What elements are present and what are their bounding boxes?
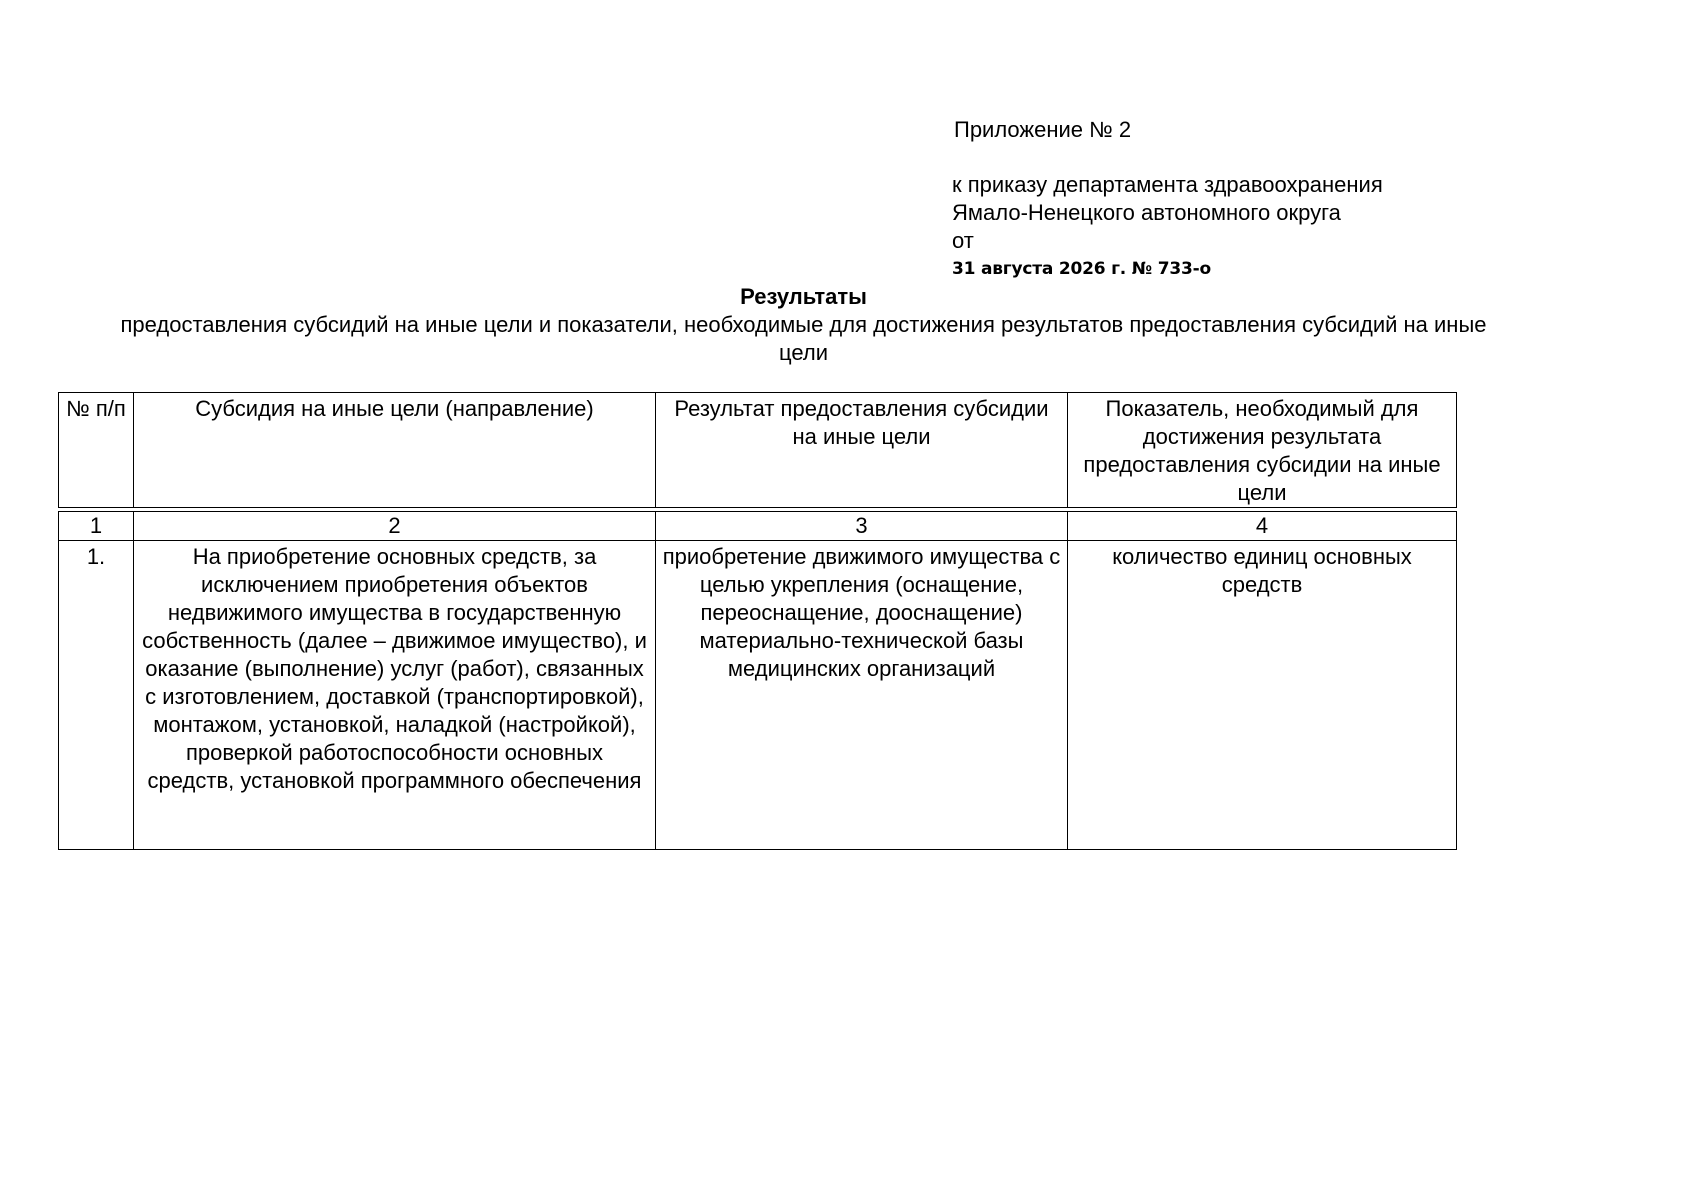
appendix-header [952,116,1383,283]
order-line-1: к приказу департамента здравоохранения [952,172,1383,197]
column-number-4: 4 [1068,512,1457,541]
document-title: Результаты [740,284,867,309]
date-prefix: от [952,228,974,253]
row-number: 1. [59,541,134,850]
column-number-3: 3 [656,512,1068,541]
order-reference [952,171,1383,283]
results-table [58,392,1457,850]
column-number-2: 2 [134,512,656,541]
row-subsidy: На приобретение основных средств, за исключением приобретения объектов недвижимого имущества в государственную собственность (далее – движимое имущество), и оказание (выполнение) услуг (работ), связанных с изготовлением, доставкой (транспортировкой), монтажом, установкой, наладкой (настройкой), проверкой работоспособности основных средств, установкой программного обеспечения [134,541,656,850]
column-number-row [59,512,1457,541]
column-header-result: Результат предоставления субсидии на иные цели [656,393,1068,508]
row-indicator: количество единиц основных средств [1068,541,1457,850]
order-date-line [952,227,1383,283]
column-number-1: 1 [59,512,134,541]
appendix-label: Приложение № 2 [954,117,1132,142]
row-result: приобретение движимого имущества с целью укрепления (оснащение, переоснащение, дооснащение) материально-технической базы медицинских организаций [656,541,1068,850]
document-subtitle: предоставления субсидий на иные цели и показатели, необходимые для достижения результатов предоставления субсидий на иные цели [120,312,1487,365]
column-header-indicator: Показатель, необходимый для достижения результата предоставления субсидии на иные цели [1068,393,1457,508]
column-header-number: № п/п [59,393,134,508]
date-value: 31 августа 2026 г. № 733-о [952,259,1211,279]
table-header-row [59,393,1457,508]
order-line-2: Ямало-Ненецкого автономного округа [952,200,1341,225]
table-row [59,541,1457,850]
column-header-subsidy: Субсидия на иные цели (направление) [134,393,656,508]
